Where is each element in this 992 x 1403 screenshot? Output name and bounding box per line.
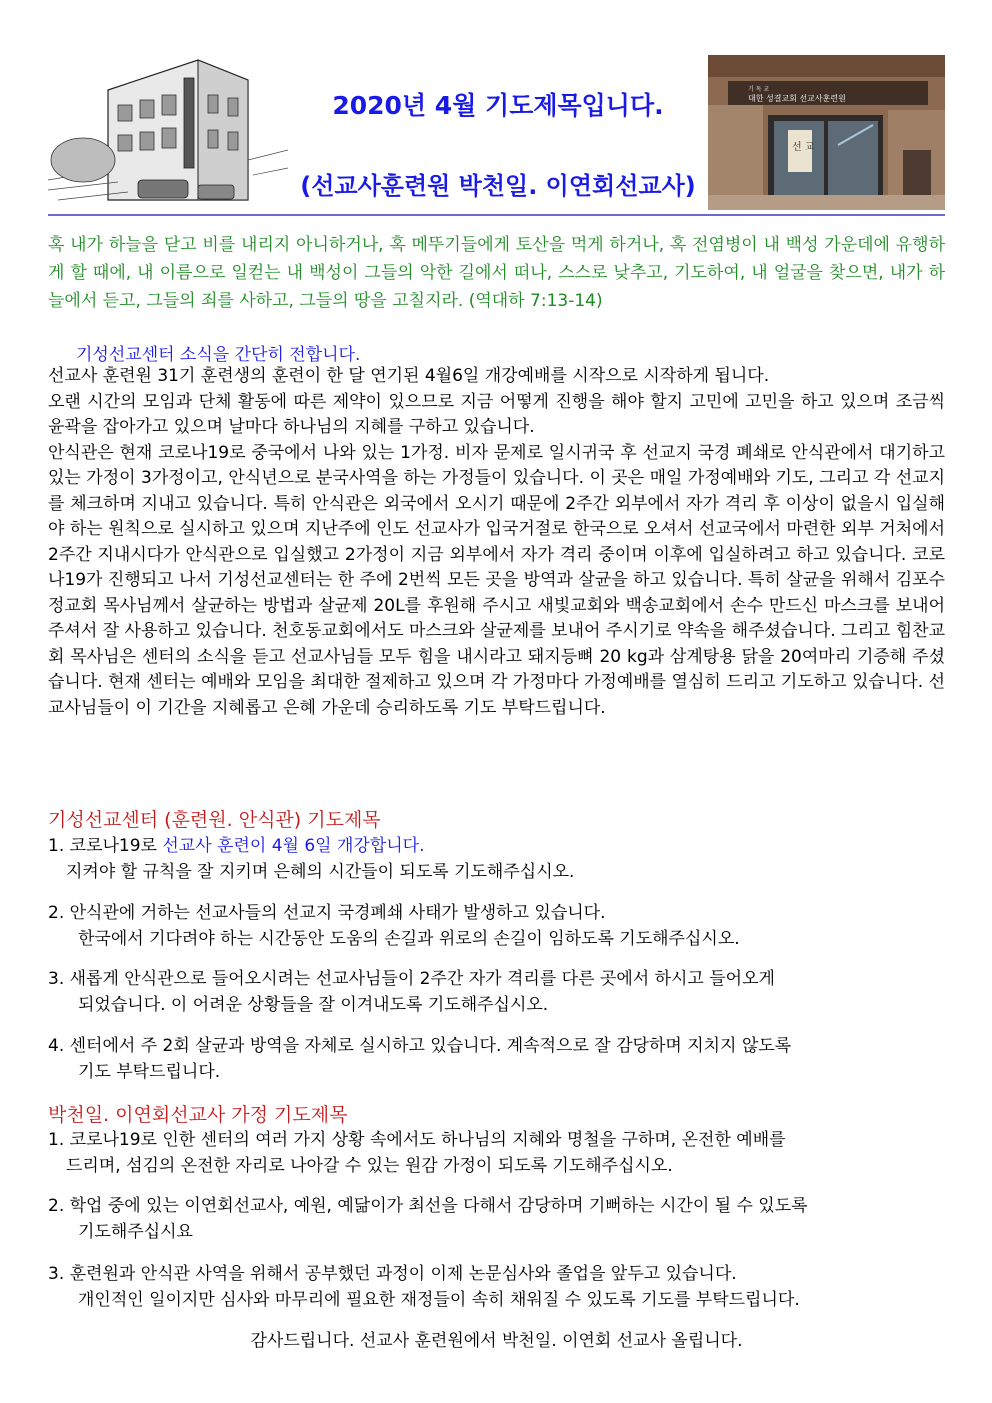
prayer-item-line2: 기도 부탁드립니다. [78,1062,221,1082]
page-title: 2020년 4월 기도제목입니다. [332,91,664,120]
prayer-item-text: 1. 코로나19로 인한 센터의 여러 가지 상황 속에서도 하나님의 지혜와 명철을 구하며, 온전한 예배를 [48,1130,786,1150]
closing-signature: 감사드립니다. 선교사 훈련원에서 박천일. 이연회 선교사 올립니다. [250,1331,743,1351]
news-heading: 기성선교센터 소식을 간단히 전합니다. [76,345,361,365]
center-prayer-heading: 기성선교센터 (훈련원. 안식관) 기도제목 [48,809,381,831]
news-body [48,364,945,721]
sign-small-text: 기 독 교 [748,86,770,93]
family-prayer-item-1 [48,1127,945,1179]
prayer-item-text: 2. 학업 중에 있는 이연회선교사, 예원, 예닮이가 최선을 다해서 감당하며 기뻐하는 시간이 될 수 있도록 [48,1196,808,1216]
center-prayer-item-3 [48,966,945,1018]
prayer-item-text: 3. 새롭게 안식관으로 들어오시려는 선교사님들이 2주간 자가 격리를 다른 곳에서 하시고 들어오게 [48,969,775,989]
prayer-item-line2: 되었습니다. 이 어려운 상황들을 잘 이겨내도록 기도해주십시오. [78,995,549,1015]
prayer-item-line2: 드리며, 섬김의 온전한 자리로 나아갈 수 있는 원감 가정이 되도록 기도해주십시오. [66,1156,673,1176]
door-sign-text: 선 교 [792,142,815,153]
sign-main-text: 대한 성결교회 선교사훈련원 [748,94,846,103]
family-prayer-heading: 박천일. 이연회선교사 가정 기도제목 [48,1104,348,1126]
center-prayer-item-1 [48,833,945,885]
page-subtitle: (선교사훈련원 박천일. 이연회선교사) [300,172,696,200]
scripture-verse: 혹 내가 하늘을 닫고 비를 내리지 아니하거나, 혹 메뚜기들에게 토산을 먹게 하거나, 혹 전염병이 내 백성 가운데에 유행하게 할 때에, 내 이름으로 일컫는 내 백성이 그들의 악한 길에서 떠나, 스스로 낮추고, 기도하여, 내 얼굴을 찾으면, 내가 하늘에서 듣고, 그들의 죄를 사하고, 그들의 땅을 고칠지라. (역대하 7:13-14) [48,235,945,311]
prayer-item-text: 3. 훈련원과 안식관 사역을 위해서 공부했던 과정이 이제 논문심사와 졸업을 앞두고 있습니다. [48,1264,737,1284]
prayer-item-line2: 지켜야 할 규칙을 잘 지키며 은혜의 시간들이 되도록 기도해주십시오. [66,862,575,882]
header-divider [48,214,945,216]
prayer-item-line2: 개인적인 일이지만 심사와 마무리에 필요한 재정들이 속히 채워질 수 있도록 기도를 부탁드립니다. [78,1290,800,1310]
center-prayer-item-2 [48,900,945,952]
prayer-item-line2: 기도해주십시요 [78,1222,193,1242]
prayer-item-highlight: 선교사 훈련이 4월 6일 개강합니다. [162,836,425,856]
prayer-item-text: 4. 센터에서 주 2회 살균과 방역을 자체로 실시하고 있습니다. 계속적으로 잘 감당하며 지치지 않도록 [48,1036,792,1056]
letter-header [48,50,945,212]
news-paragraph: 안식관은 현재 코로나19로 중국에서 나와 있는 1가정. 비자 문제로 일시귀국 후 선교지 국경 폐쇄로 안식관에서 대기하고 있는 가정이 3가정이고, 안식년으로 분국사역을 하는 가정들이 있습니다. 이 곳은 매일 가정예배와 기도, 그리고 각 선교지를 체크하며 지내고 있습니다. 특히 안식관은 외국에서 오시기 때문에 2주간 외부에서 자가 격리 후 이상이 없을시 입실해야 하는 원칙으로 실시하고 있으며 지난주에 인도 선교사가 입국거절로 한국으로 오셔서 선교국에서 마련한 외부 거처에서 2주간 지내시다가 안식관으로 입실했고 2가정이 지금 외부에서 자가 격리 중이며 이후에 입실하려고 하고 있습니다. 코로나19가 진행되고 나서 기성선교센터는 한 주에 2번씩 모든 곳을 방역과 살균을 하고 있습니다. 특히 살균을 위해서 김포수정교회 목사님께서 살균하는 방법과 살균제 20L를 후원해 주시고 새빛교회와 백송교회에서 손수 만드신 마스크를 보내어 주셔서 잘 사용하고 있습니다. 천호동교회에서도 마스크와 살균제를 보내어 주시기로 약속을 해주셨습니다. 그리고 힘찬교회 목사님은 센터의 소식을 듣고 선교사님들 모두 힘을 내시라고 돼지등뼈 20 kg과 삼계탕용 닭을 20여마리 기증해 주셨습니다. 현재 센터는 예배와 모임을 최대한 절제하고 있으며 각 가정마다 가정예배를 열심히 드리고 기도하고 있습니다. 선교사님들이 이 기간을 지혜롭고 은혜 가운데 승리하도록 기도 부탁드립니다. [48,442,945,718]
center-prayer-item-4 [48,1033,945,1085]
news-paragraph: 오랜 시간의 모임과 단체 활동에 따른 제약이 있으므로 지금 어떻게 진행을 해야 할지 고민에 고민을 하고 있으며 조금씩 윤곽을 잡아가고 있으며 날마다 하나님의 지혜를 구하고 있습니다. [48,391,945,437]
prayer-item-text: 1. 코로나19로 [48,836,163,856]
building-sketch-image [48,50,288,210]
training-center-photo [708,55,945,210]
prayer-item-line2: 한국에서 기다려야 하는 시간동안 도움의 손길과 위로의 손길이 임하도록 기도해주십시오. [78,929,740,949]
family-prayer-item-2 [48,1193,945,1245]
news-paragraph: 선교사 훈련원 31기 훈련생의 훈련이 한 달 연기된 4월6일 개강예배를 시작으로 시작하게 됩니다. [48,366,770,386]
prayer-item-text: 2. 안식관에 거하는 선교사들의 선교지 국경폐쇄 사태가 발생하고 있습니다. [48,903,606,923]
family-prayer-item-3 [48,1261,945,1313]
